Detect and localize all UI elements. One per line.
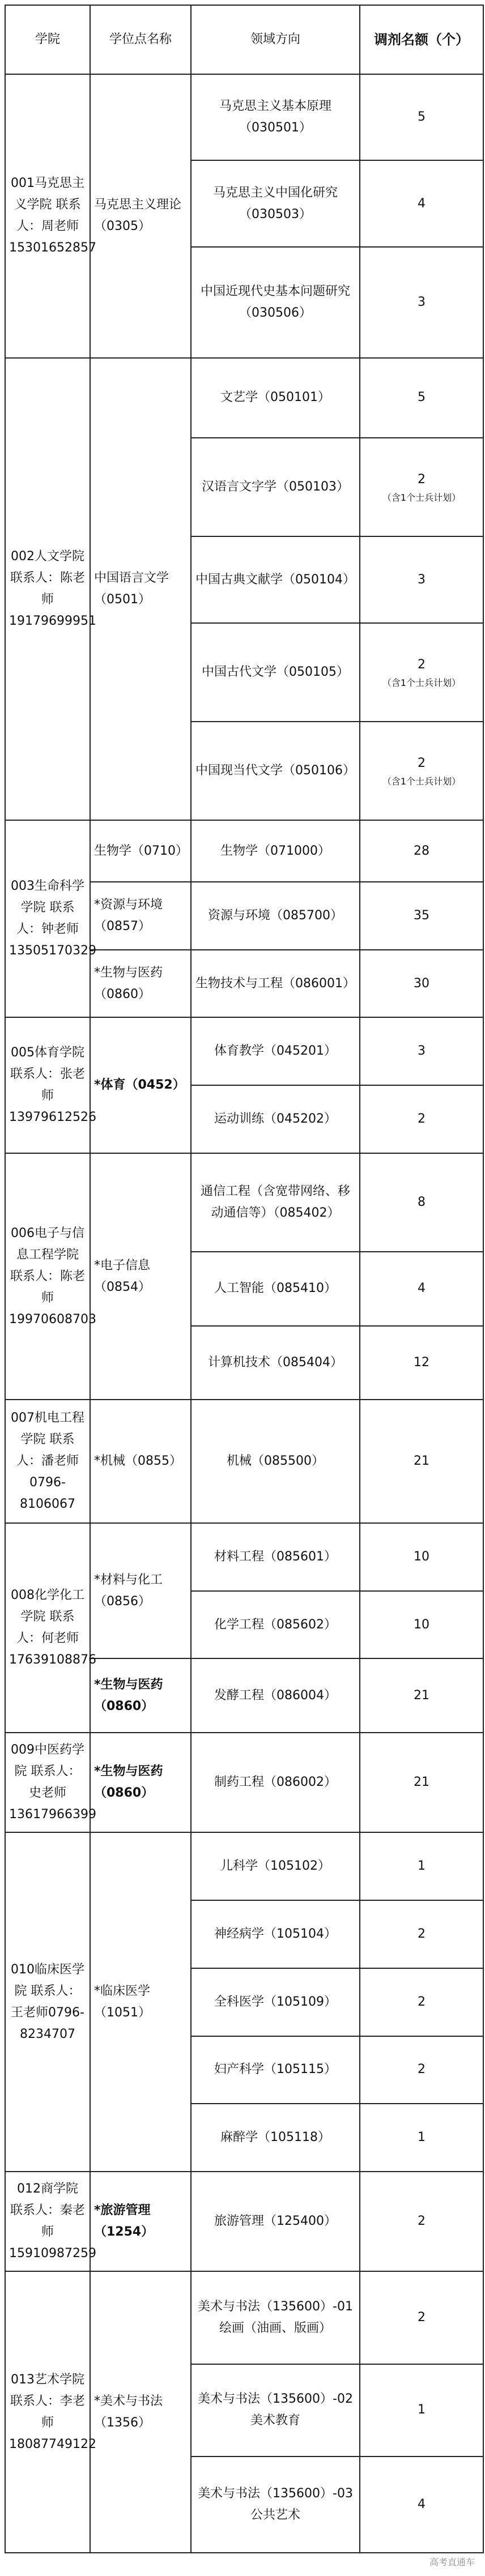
table-row bbox=[5, 2271, 483, 2364]
program-cell: *机械（0855） bbox=[90, 1400, 191, 1523]
quota-cell: 1 bbox=[360, 2364, 483, 2456]
quota-cell: 5 bbox=[360, 358, 483, 438]
header-college: 学院 bbox=[5, 5, 90, 74]
table-row bbox=[5, 1523, 483, 1591]
field-cell: 发酵工程（086004） bbox=[191, 1658, 360, 1733]
quota-cell: 21 bbox=[360, 1733, 483, 1832]
quota-cell: 3 bbox=[360, 536, 483, 622]
program-cell: *美术与书法（1356） bbox=[90, 2271, 191, 2553]
quota-cell bbox=[360, 438, 483, 536]
field-cell: 妇产科学（105115） bbox=[191, 2036, 360, 2104]
field-cell: 美术与书法（135600）-02美术教育 bbox=[191, 2364, 360, 2456]
program-cell: *临床医学（1051） bbox=[90, 1832, 191, 2172]
college-cell: 003生命科学学院 联系人：钟老师 13505170329 bbox=[5, 820, 90, 1017]
field-cell: 运动训练（045202） bbox=[191, 1085, 360, 1153]
college-cell: 002人文学院 联系人：陈老师19179699951 bbox=[5, 358, 90, 820]
quota-cell: 30 bbox=[360, 950, 483, 1018]
quota-cell: 12 bbox=[360, 1326, 483, 1400]
table-row bbox=[5, 2172, 483, 2271]
field-cell: 神经病学（105104） bbox=[191, 1900, 360, 1968]
program-cell: *生物与医药（0860） bbox=[90, 950, 191, 1018]
table-row bbox=[5, 1733, 483, 1832]
quota-value: 2 bbox=[418, 472, 426, 487]
quota-cell: 3 bbox=[360, 247, 483, 358]
field-cell: 中国现当代文学（050106） bbox=[191, 722, 360, 820]
quota-table bbox=[5, 5, 484, 2553]
program-cell: *生物与医药（0860） bbox=[90, 1658, 191, 1733]
quota-cell: 3 bbox=[360, 1017, 483, 1085]
quota-cell: 2 bbox=[360, 2172, 483, 2271]
quota-cell: 4 bbox=[360, 2456, 483, 2553]
quota-cell: 5 bbox=[360, 74, 483, 160]
quota-cell: 35 bbox=[360, 882, 483, 950]
field-cell: 机械（085500） bbox=[191, 1400, 360, 1523]
field-cell: 生物学（071000） bbox=[191, 820, 360, 882]
quota-note: （含1个士兵计划） bbox=[382, 677, 461, 688]
college-cell: 008化学化工学院 联系人：何老师17639108876 bbox=[5, 1523, 90, 1733]
field-cell: 人工智能（085410） bbox=[191, 1252, 360, 1326]
program-cell: 马克思主义理论（0305） bbox=[90, 74, 191, 358]
watermark: 高考直通车 bbox=[429, 2557, 475, 2568]
quota-value: 2 bbox=[418, 756, 426, 770]
field-cell: 材料工程（085601） bbox=[191, 1523, 360, 1591]
program-cell: 中国语言文学（0501） bbox=[90, 358, 191, 820]
college-cell: 012商学院 联系人：秦老师15910987259 bbox=[5, 2172, 90, 2271]
quota-note: （含1个士兵计划） bbox=[382, 776, 461, 787]
quota-cell: 10 bbox=[360, 1591, 483, 1659]
quota-cell: 10 bbox=[360, 1523, 483, 1591]
table-row bbox=[5, 74, 483, 160]
quota-cell: 2 bbox=[360, 1968, 483, 2036]
field-cell: 汉语言文字学（050103） bbox=[191, 438, 360, 536]
table-row bbox=[5, 1400, 483, 1523]
program-cell: *旅游管理（1254） bbox=[90, 2172, 191, 2271]
field-cell: 美术与书法（135600）-03公共艺术 bbox=[191, 2456, 360, 2553]
program-cell: *体育（0452） bbox=[90, 1017, 191, 1153]
header-row bbox=[5, 5, 483, 74]
table-row bbox=[5, 1832, 483, 1900]
table-row bbox=[5, 358, 483, 438]
header-program: 学位点名称 bbox=[90, 5, 191, 74]
quota-cell: 1 bbox=[360, 1832, 483, 1900]
field-cell: 体育教学（045201） bbox=[191, 1017, 360, 1085]
field-cell: 马克思主义基本原理（030501） bbox=[191, 74, 360, 160]
program-cell: 生物学（0710） bbox=[90, 820, 191, 882]
college-cell: 013艺术学院 联系人：李老师18087749122 bbox=[5, 2271, 90, 2553]
field-cell: 美术与书法（135600）-01绘画（油画、版画） bbox=[191, 2271, 360, 2364]
field-cell: 旅游管理（125400） bbox=[191, 2172, 360, 2271]
college-cell: 001马克思主义学院 联系人：周老师15301652857 bbox=[5, 74, 90, 358]
field-cell: 通信工程（含宽带网络、移动通信等）（085402） bbox=[191, 1153, 360, 1252]
field-cell: 儿科学（105102） bbox=[191, 1832, 360, 1900]
field-cell: 制药工程（086002） bbox=[191, 1733, 360, 1832]
quota-cell: 28 bbox=[360, 820, 483, 882]
quota-value: 2 bbox=[418, 657, 426, 672]
field-cell: 中国近现代史基本问题研究（030506） bbox=[191, 247, 360, 358]
header-field: 领域方向 bbox=[191, 5, 360, 74]
quota-cell: 8 bbox=[360, 1153, 483, 1252]
program-cell: *材料与化工（0856） bbox=[90, 1523, 191, 1658]
quota-note: （含1个士兵计划） bbox=[382, 492, 461, 504]
quota-cell: 2 bbox=[360, 1085, 483, 1153]
quota-cell: 21 bbox=[360, 1400, 483, 1523]
field-cell: 麻醉学（105118） bbox=[191, 2104, 360, 2172]
quota-cell: 2 bbox=[360, 1900, 483, 1968]
program-cell: *生物与医药（0860） bbox=[90, 1733, 191, 1832]
header-quota: 调剂名额（个） bbox=[360, 5, 483, 74]
quota-cell: 4 bbox=[360, 1252, 483, 1326]
quota-cell bbox=[360, 623, 483, 722]
field-cell: 马克思主义中国化研究（030503） bbox=[191, 160, 360, 246]
program-cell: *资源与环境（0857） bbox=[90, 882, 191, 950]
college-cell: 010临床医学院 联系人：王老师0796-8234707 bbox=[5, 1832, 90, 2172]
field-cell: 资源与环境（085700） bbox=[191, 882, 360, 950]
field-cell: 文艺学（050101） bbox=[191, 358, 360, 438]
quota-cell bbox=[360, 722, 483, 820]
field-cell: 计算机技术（085404） bbox=[191, 1326, 360, 1400]
quota-cell: 2 bbox=[360, 2271, 483, 2364]
quota-cell: 21 bbox=[360, 1658, 483, 1733]
quota-cell: 1 bbox=[360, 2104, 483, 2172]
program-cell: *电子信息（0854） bbox=[90, 1153, 191, 1400]
table-row bbox=[5, 1153, 483, 1252]
field-cell: 中国古典文献学（050104） bbox=[191, 536, 360, 622]
college-cell: 007机电工程学院 联系人：潘老师0796-8106067 bbox=[5, 1400, 90, 1523]
table-row bbox=[5, 820, 483, 882]
field-cell: 化学工程（085602） bbox=[191, 1591, 360, 1659]
college-cell: 006电子与信息工程学院 联系人：陈老师19970608703 bbox=[5, 1153, 90, 1400]
field-cell: 全科医学（105109） bbox=[191, 1968, 360, 2036]
college-cell: 005体育学院 联系人：张老师 13979612526 bbox=[5, 1017, 90, 1153]
field-cell: 中国古代文学（050105） bbox=[191, 623, 360, 722]
college-cell: 009中医药学院 联系人：史老师13617966399 bbox=[5, 1733, 90, 1832]
field-cell: 生物技术与工程（086001） bbox=[191, 950, 360, 1018]
quota-cell: 4 bbox=[360, 160, 483, 246]
quota-cell: 2 bbox=[360, 2036, 483, 2104]
table-row bbox=[5, 1017, 483, 1085]
